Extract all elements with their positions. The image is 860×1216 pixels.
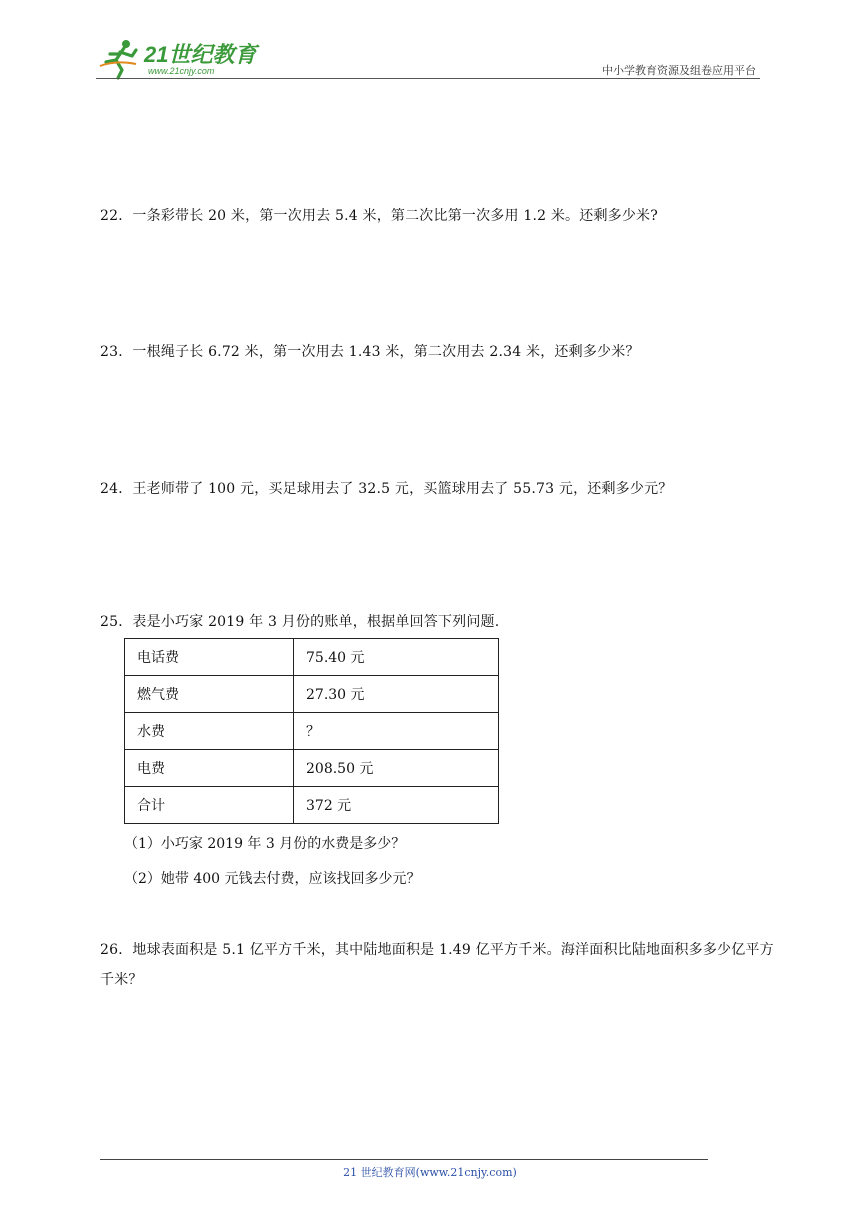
bill-item: 电话费 (125, 639, 294, 676)
question-25-stem: 25．表是小巧家 2019 年 3 月份的账单，根据单回答下列问题. (100, 614, 500, 630)
site-logo (96, 36, 266, 80)
logo-wordmark: 21世纪教育 (144, 42, 257, 67)
question-25-part-2: （2）她带 400 元钱去付费，应该找回多少元？ (124, 871, 421, 887)
page-header (96, 30, 760, 80)
question-24: 24．王老师带了 100 元，买足球用去了 32.5 元，买篮球用去了 55.73 元，还剩多少元？ (100, 481, 673, 497)
bill-amount: 27.30 元 (294, 676, 499, 713)
bill-amount: 372 元 (294, 787, 499, 824)
question-23: 23．一根绳子长 6.72 米，第一次用去 1.43 米，第二次用去 2.34 米，还剩多少米？ (100, 344, 640, 360)
table-row (125, 676, 499, 713)
platform-label: 中小学教育资源及组卷应用平台 (602, 64, 756, 77)
table-row (125, 713, 499, 750)
footer-link[interactable]: 21 世纪教育网(www.21cnjy.com) (343, 1166, 517, 1179)
bill-item: 燃气费 (125, 676, 294, 713)
bill-item: 水费 (125, 713, 294, 750)
table-row (125, 750, 499, 787)
question-26: 26．地球表面积是 5.1 亿平方千米，其中陆地面积是 1.49 亿平方千米。海洋面积比陆地面积多多少亿平方千米？ (100, 942, 774, 988)
header-divider (96, 78, 760, 79)
bill-amount: ？ (294, 713, 499, 750)
question-22: 22．一条彩带长 20 米，第一次用去 5.4 米，第二次比第一次多用 1.2 米。还剩多少米? (100, 208, 658, 224)
bill-item: 电费 (125, 750, 294, 787)
bill-table (124, 638, 499, 824)
runner-icon (100, 40, 136, 78)
footer-divider (100, 1159, 708, 1160)
question-25-part-1: （1）小巧家 2019 年 3 月份的水费是多少？ (124, 836, 406, 852)
bill-amount: 208.50 元 (294, 750, 499, 787)
bill-item: 合计 (125, 787, 294, 824)
table-row (125, 639, 499, 676)
bill-amount: 75.40 元 (294, 639, 499, 676)
logo-url: www.21cnjy.com (148, 66, 215, 76)
table-row (125, 787, 499, 824)
